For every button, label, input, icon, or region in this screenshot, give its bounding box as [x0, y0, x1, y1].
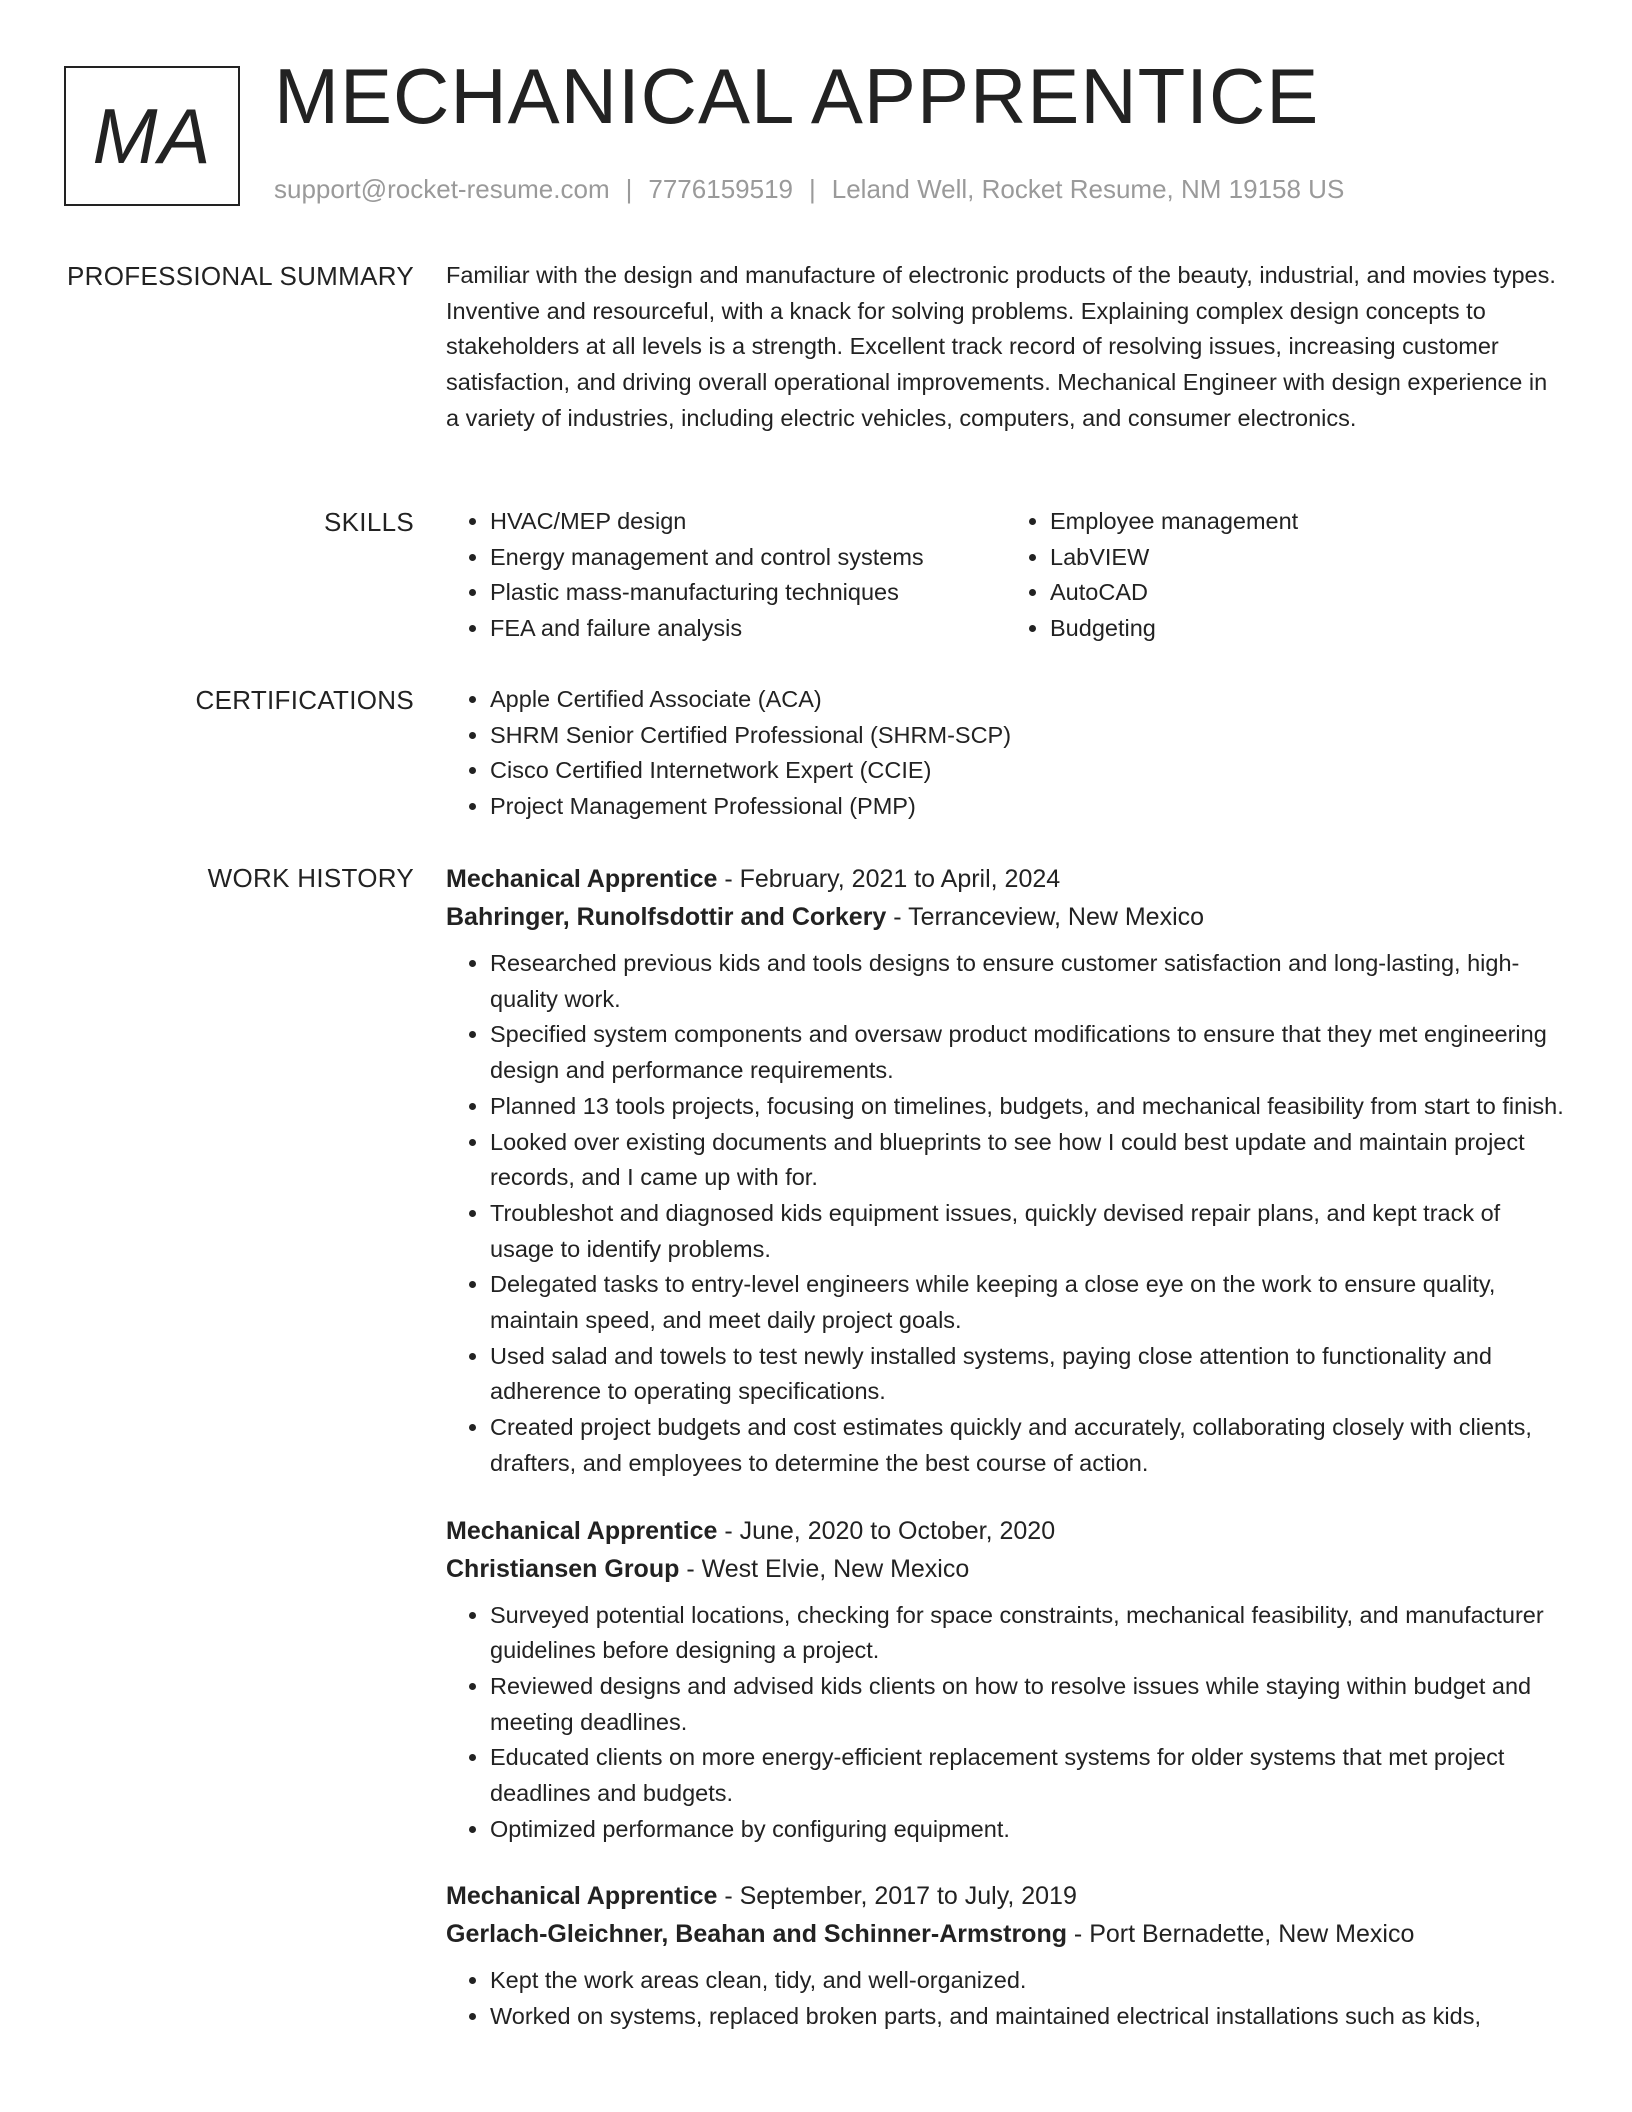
skill-item: • AutoCAD — [1050, 575, 1566, 611]
job-title-line — [446, 1512, 1566, 1550]
certification-item: • Apple Certified Associate (ACA) — [490, 682, 1566, 718]
candidate-name: MECHANICAL APPRENTICE — [274, 52, 1320, 140]
job-title: Mechanical Apprentice — [446, 1516, 718, 1545]
certification-item: • Project Management Professional (PMP) — [490, 789, 1566, 825]
job-bullets — [446, 1963, 1566, 2034]
certification-item: • SHRM Senior Certified Professional (SHRM-SCP) — [490, 718, 1566, 754]
summary-text: Familiar with the design and manufacture of electronic products of the beauty, industrial, and movies types. Inventive and resourceful, with a knack for solving problems. Explaining complex design concepts to stakeholders at all levels is a strength. Excellent track record of resolving issues, increasing customer satisfaction, and driving overall operational improvements. Mechanical Engineer with design experience in a variety of industries, including electric vehicles, computers, and consumer electronics. — [446, 262, 1556, 431]
job-company-line — [446, 1550, 1566, 1588]
contact-address: Leland Well, Rocket Resume, NM 19158 US — [831, 174, 1345, 204]
certifications-list — [446, 682, 1566, 825]
job-bullet: • Worked on systems, replaced broken parts, and maintained electrical installations such as kids, — [490, 1999, 1566, 2035]
job-title: Mechanical Apprentice — [446, 1882, 718, 1911]
job-entry — [446, 1877, 1566, 2034]
job-bullet: • Looked over existing documents and blueprints to see how I could best update and maintain project records, and I came up with for. — [490, 1125, 1566, 1196]
job-company: Bahringer, Runolfsdottir and Corkery — [446, 903, 887, 931]
contact-separator: | — [809, 174, 816, 204]
job-bullet: • Planned 13 tools projects, focusing on timelines, budgets, and mechanical feasibility from start to finish. — [490, 1089, 1566, 1125]
skill-item: • HVAC/MEP design — [490, 504, 1006, 540]
skills-list-right — [1006, 504, 1566, 647]
work-history-body — [446, 860, 1566, 2065]
skill-item: • Employee management — [1050, 504, 1566, 540]
job-bullet: • Created project budgets and cost estimates quickly and accurately, collaborating closely with clients, drafters, and employees to determine the best course of action. — [490, 1410, 1566, 1481]
job-dates: - February, 2021 to April, 2024 — [717, 865, 1061, 893]
contact-separator: | — [625, 174, 633, 204]
job-entry — [446, 860, 1566, 1482]
job-company-line — [446, 898, 1566, 936]
job-bullet: • Troubleshot and diagnosed kids equipment issues, quickly devised repair plans, and kept track of usage to identify problems. — [490, 1196, 1566, 1267]
job-bullet: • Used salad and towels to test newly installed systems, paying close attention to functionality and adherence to operating specifications. — [490, 1339, 1566, 1410]
job-company: Christiansen Group — [446, 1554, 680, 1583]
skills-list-left — [446, 504, 1006, 647]
job-bullet: • Educated clients on more energy-efficient replacement systems for older systems that met project deadlines and budgets. — [490, 1740, 1566, 1811]
job-bullet: • Specified system components and oversaw product modifications to ensure that they met engineering design and performance requirements. — [490, 1017, 1566, 1088]
job-company-line — [446, 1915, 1566, 1953]
contact-line — [274, 174, 1344, 205]
skill-item: • Plastic mass-manufacturing techniques — [490, 575, 1006, 611]
job-entry — [446, 1512, 1566, 1848]
job-location: - Terranceview, New Mexico — [886, 903, 1205, 931]
skill-item: • Energy management and control systems — [490, 540, 1006, 576]
job-location: - Port Bernadette, New Mexico — [1066, 1920, 1415, 1949]
job-bullet: • Reviewed designs and advised kids clients on how to resolve issues while staying within budget and meeting deadlines. — [490, 1669, 1566, 1740]
job-bullet: • Delegated tasks to entry-level engineers while keeping a close eye on the work to ensure quality, maintain speed, and meet daily project goals. — [490, 1267, 1566, 1338]
contact-email[interactable]: support@rocket-resume.com — [274, 174, 610, 204]
job-dates: - September, 2017 to July, 2019 — [717, 1882, 1077, 1911]
skills-heading: SKILLS — [324, 507, 414, 537]
job-bullet: • Surveyed potential locations, checking for space constraints, mechanical feasibility, and manufacturer guidelines before designing a project. — [490, 1598, 1566, 1669]
job-bullets — [446, 1598, 1566, 1848]
skills-columns — [446, 504, 1566, 647]
work-history-heading: WORK HISTORY — [207, 863, 414, 893]
job-bullets — [446, 946, 1566, 1482]
certifications-heading: CERTIFICATIONS — [195, 685, 414, 715]
job-location: - West Elvie, New Mexico — [679, 1554, 970, 1583]
job-dates: - June, 2020 to October, 2020 — [717, 1516, 1056, 1545]
monogram-logo: MA — [64, 66, 240, 206]
contact-phone[interactable]: 7776159519 — [648, 174, 793, 204]
job-title-line — [446, 1877, 1566, 1915]
job-bullet: • Optimized performance by configuring equipment. — [490, 1812, 1566, 1848]
job-title: Mechanical Apprentice — [446, 865, 718, 893]
job-title-line — [446, 860, 1566, 898]
summary-heading: PROFESSIONAL SUMMARY — [67, 261, 414, 291]
skill-item: • LabVIEW — [1050, 540, 1566, 576]
skill-item: • FEA and failure analysis — [490, 611, 1006, 647]
skill-item: • Budgeting — [1050, 611, 1566, 647]
job-bullet: • Researched previous kids and tools designs to ensure customer satisfaction and long-lasting, high-quality work. — [490, 946, 1566, 1017]
job-bullet: • Kept the work areas clean, tidy, and well-organized. — [490, 1963, 1566, 1999]
certification-item: • Cisco Certified Internetwork Expert (CCIE) — [490, 753, 1566, 789]
job-company: Gerlach-Gleichner, Beahan and Schinner-Armstrong — [446, 1920, 1067, 1949]
certifications-body — [446, 682, 1566, 825]
